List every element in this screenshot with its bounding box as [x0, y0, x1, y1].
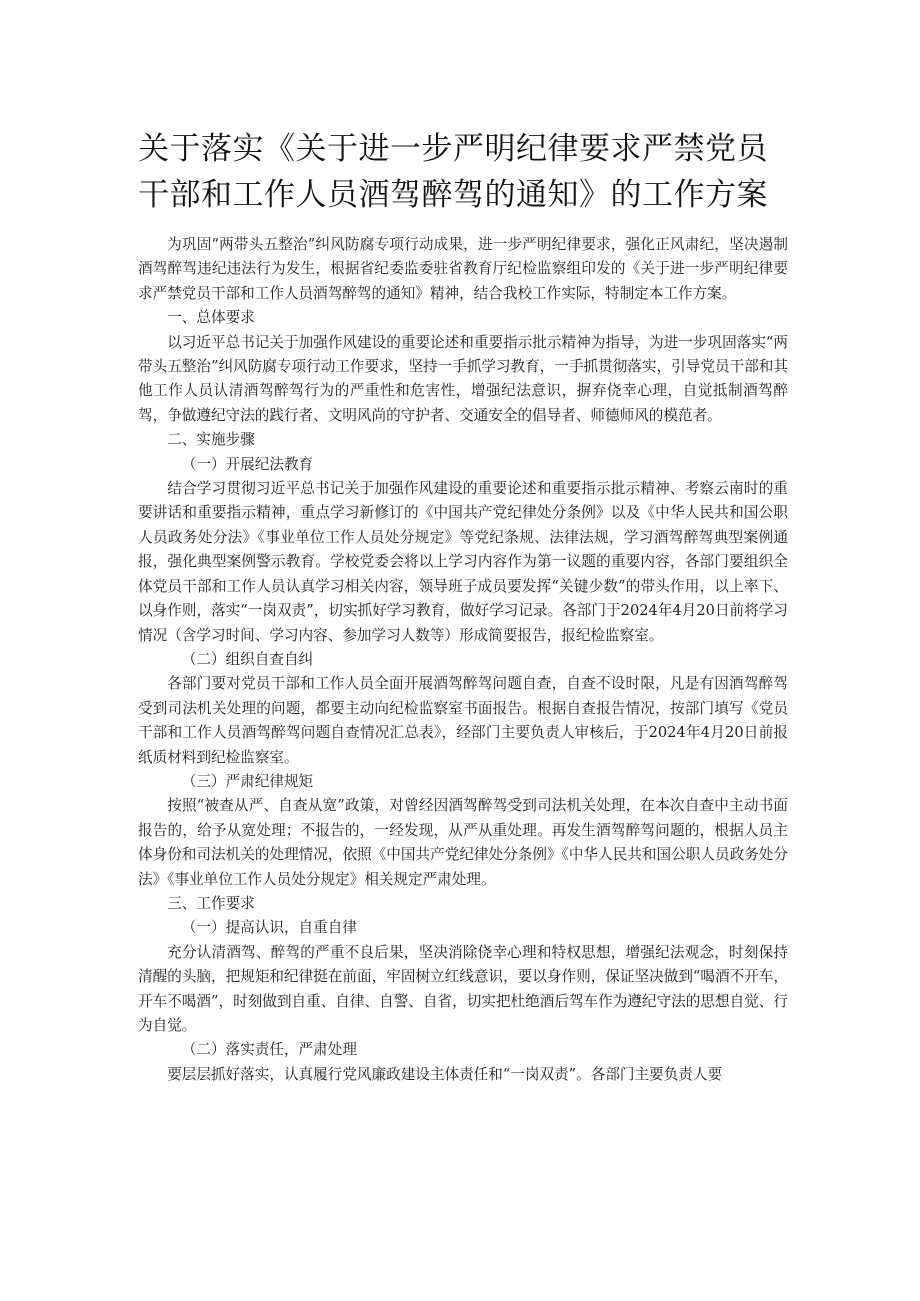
- subheading-strict-discipline: （三）严肃纪律规矩: [181, 772, 314, 790]
- subheading-self-inspection: （二）组织自查自纠: [181, 650, 314, 668]
- document-title: 关于落实《关于进一步严明纪律要求严禁党员干部和工作人员酒驾醉驾的通知》的工作方案: [138, 131, 768, 213]
- raise-awareness-paragraph: 充分认清酒驾、醉驾的严重不良后果，坚决消除侥幸心理和特权思想，增强纪法观念，时刻保持清醒的头脑，把规矩和纪律挺在前面，牢固树立红线意识，要以身作则，保证坚决做到“喝酒不开车，开车不喝酒”，时刻做到自重、自律、自警、自省，切实把杜绝酒后驾车作为遵纪守法的思想自觉、行为自觉。: [138, 943, 788, 1034]
- implement-responsibility-paragraph: 要层层抓好落实，认真履行党风廉政建设主体责任和“一岗双责”。各部门主要负责人要: [167, 1065, 723, 1083]
- strict-discipline-paragraph: 按照“被查从严、自查从宽”政策，对曾经因酒驾醉驾受到司法机关处理，在本次自查中主动书面报告的，给予从宽处理；不报告的，一经发现，从严从重处理。再发生酒驾醉驾问题的，根据人员主体身份和司法机关的处理情况，依照《中国共产党纪律处分条例》《中华人民共和国公职人员政务处分法》《事业单位工作人员处分规定》相关规定严肃处理。: [138, 797, 788, 888]
- self-inspection-paragraph: 各部门要对党员干部和工作人员全面开展酒驾醉驾问题自查，自查不设时限，凡是有因酒驾醉驾受到司法机关处理的问题，都要主动向纪检监察室书面报告。根据自查报告情况，按部门填写《党员干部和工作人员酒驾醉驾问题自查情况汇总表》，经部门主要负责人审核后，于2024年4月20日前报纸质材料到纪检监察室。: [138, 675, 788, 766]
- subheading-raise-awareness: （一）提高认识，自重自律: [181, 919, 357, 937]
- subheading-discipline-education: （一）开展纪法教育: [181, 455, 314, 473]
- section-heading-work-requirements: 三、工作要求: [167, 894, 255, 912]
- section-heading-general-requirements: 一、总体要求: [167, 309, 255, 327]
- intro-paragraph: 为巩固“两带头五整治”纠风防腐专项行动成果，进一步严明纪律要求，强化正风肃纪，坚决遏制酒驾醉驾违纪违法行为发生，根据省纪委监委驻省教育厅纪检监察组印发的《关于进一步严明纪律要求严禁党员干部和工作人员酒驾醉驾的通知》精神，结合我校工作实际，特制定本工作方案。: [138, 236, 788, 302]
- document-body: [138, 233, 788, 1087]
- general-requirements-paragraph: 以习近平总书记关于加强作风建设的重要论述和重要指示批示精神为指导，为进一步巩固落实“两带头五整治”纠风防腐专项行动工作要求，坚持一手抓学习教育，一手抓贯彻落实，引导党员干部和其他工作人员认清酒驾醉驾行为的严重性和危害性，增强纪法意识，摒弃侥幸心理，自觉抵制酒驾醉驾，争做遵纪守法的践行者、文明风尚的守护者、交通安全的倡导者、师德师风的模范者。: [138, 333, 788, 424]
- discipline-education-paragraph: 结合学习贯彻习近平总书记关于加强作风建设的重要论述和重要指示批示精神、考察云南时的重要讲话和重要指示精神，重点学习新修订的《中国共产党纪律处分条例》以及《中华人民共和国公职人员政务处分法》《事业单位工作人员处分规定》等党纪条规、法律法规，学习酒驾醉驾典型案例通报，强化典型案例警示教育。学校党委会将以上学习内容作为第一议题的重要内容，各部门要组织全体党员干部和工作人员认真学习相关内容，领导班子成员要发挥“关键少数”的带头作用，以上率下、以身作则，落实“一岗双责”，切实抓好学习教育，做好学习记录。各部门于2024年4月20日前将学习情况（含学习时间、学习内容、参加学习人数等）形成简要报告，报纪检监察室。: [138, 480, 788, 644]
- section-heading-implementation-steps: 二、实施步骤: [167, 431, 255, 449]
- subheading-implement-responsibility: （二）落实责任，严肃处理: [181, 1041, 357, 1059]
